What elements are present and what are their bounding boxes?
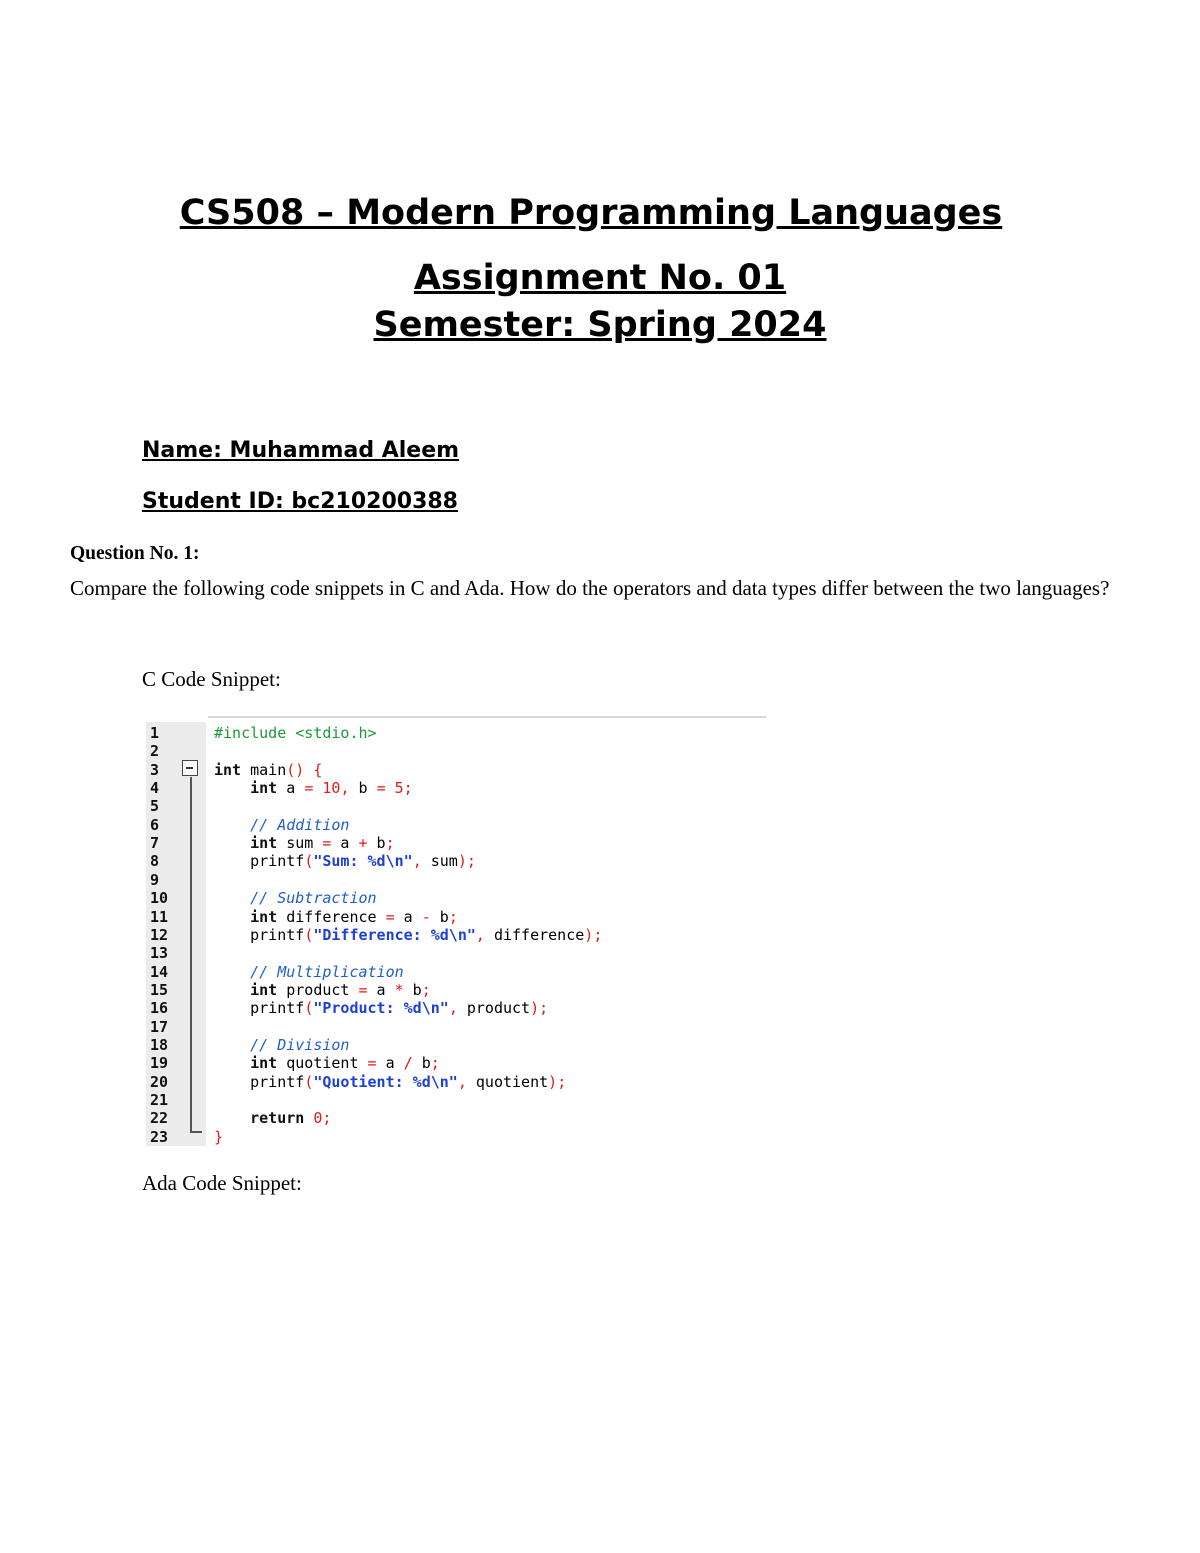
code-text: // Division — [250, 1035, 350, 1054]
code-text: int main() { — [214, 760, 323, 779]
code-line — [146, 999, 766, 1017]
line-number: 10 — [150, 889, 169, 908]
line-number: 17 — [150, 1017, 169, 1036]
code-text: int quotient = a / b; — [250, 1054, 440, 1073]
code-text: int product = a * b; — [250, 980, 431, 999]
line-number: 22 — [150, 1109, 169, 1128]
line-number: 1 — [150, 724, 160, 742]
line-number: 3 — [150, 760, 160, 779]
code-line — [146, 1054, 766, 1072]
code-text: // Subtraction — [250, 889, 377, 908]
code-line — [146, 779, 766, 797]
code-line — [146, 1091, 766, 1109]
code-line — [146, 852, 766, 870]
code-line — [146, 1073, 766, 1091]
code-line — [146, 1109, 766, 1127]
code-line — [146, 1018, 766, 1036]
line-number: 13 — [150, 944, 169, 963]
course-title: CS508 – Modern Programming Languages — [179, 193, 1003, 233]
code-line — [146, 724, 766, 742]
code-text: printf("Difference: %d\n", difference); — [214, 925, 603, 944]
code-line — [146, 1128, 766, 1146]
code-line — [146, 816, 766, 834]
code-divider — [208, 716, 766, 718]
line-number: 18 — [150, 1035, 169, 1054]
line-number: 11 — [150, 907, 169, 926]
code-line — [146, 981, 766, 999]
line-number: 12 — [150, 925, 169, 944]
code-line — [146, 908, 766, 926]
semester-title: Semester: Spring 2024 — [373, 305, 827, 345]
line-number: 16 — [150, 999, 169, 1018]
student-id: Student ID: bc210200388 — [142, 489, 458, 514]
question-text: Compare the following code snippets in C and Ada. How do the operators and data types differ between the two languages? — [70, 576, 1110, 600]
code-text: printf("Sum: %d\n", sum); — [214, 852, 476, 871]
line-number: 8 — [150, 852, 160, 871]
line-number: 2 — [150, 742, 160, 761]
line-number: 23 — [150, 1127, 169, 1146]
code-line — [146, 834, 766, 852]
code-text: return 0; — [250, 1109, 332, 1128]
student-name: Name: Muhammad Aleem — [142, 438, 460, 463]
code-line — [146, 944, 766, 962]
line-number: 20 — [150, 1072, 169, 1091]
line-number: 7 — [150, 834, 160, 853]
line-number: 5 — [150, 797, 160, 816]
code-line — [146, 761, 766, 779]
ada-snippet-label: Ada Code Snippet: — [142, 1171, 302, 1195]
code-line — [146, 926, 766, 944]
code-line — [146, 889, 766, 907]
code-text: printf("Quotient: %d\n", quotient); — [214, 1072, 567, 1091]
line-number: 21 — [150, 1091, 169, 1109]
code-text: int difference = a - b; — [250, 907, 458, 926]
c-code-snippet — [146, 722, 766, 1146]
assignment-title: Assignment No. 01 — [413, 258, 787, 298]
code-text: printf("Product: %d\n", product); — [214, 999, 549, 1018]
line-number: 19 — [150, 1054, 169, 1073]
code-text: int a = 10, b = 5; — [250, 779, 413, 798]
line-number: 9 — [150, 870, 160, 889]
code-line — [146, 797, 766, 815]
code-text: #include <stdio.h> — [214, 724, 377, 742]
line-number: 15 — [150, 980, 169, 999]
code-line — [146, 963, 766, 981]
line-number: 14 — [150, 962, 169, 981]
code-line — [146, 742, 766, 760]
line-number: 4 — [150, 779, 160, 798]
code-text: // Addition — [250, 815, 350, 834]
question-heading: Question No. 1: — [70, 543, 200, 564]
line-number: 6 — [150, 815, 160, 834]
code-line — [146, 1036, 766, 1054]
code-text: // Multiplication — [250, 962, 404, 981]
code-text: } — [214, 1127, 224, 1146]
code-line — [146, 871, 766, 889]
c-snippet-label: C Code Snippet: — [142, 667, 281, 691]
code-text: int sum = a + b; — [250, 834, 395, 853]
